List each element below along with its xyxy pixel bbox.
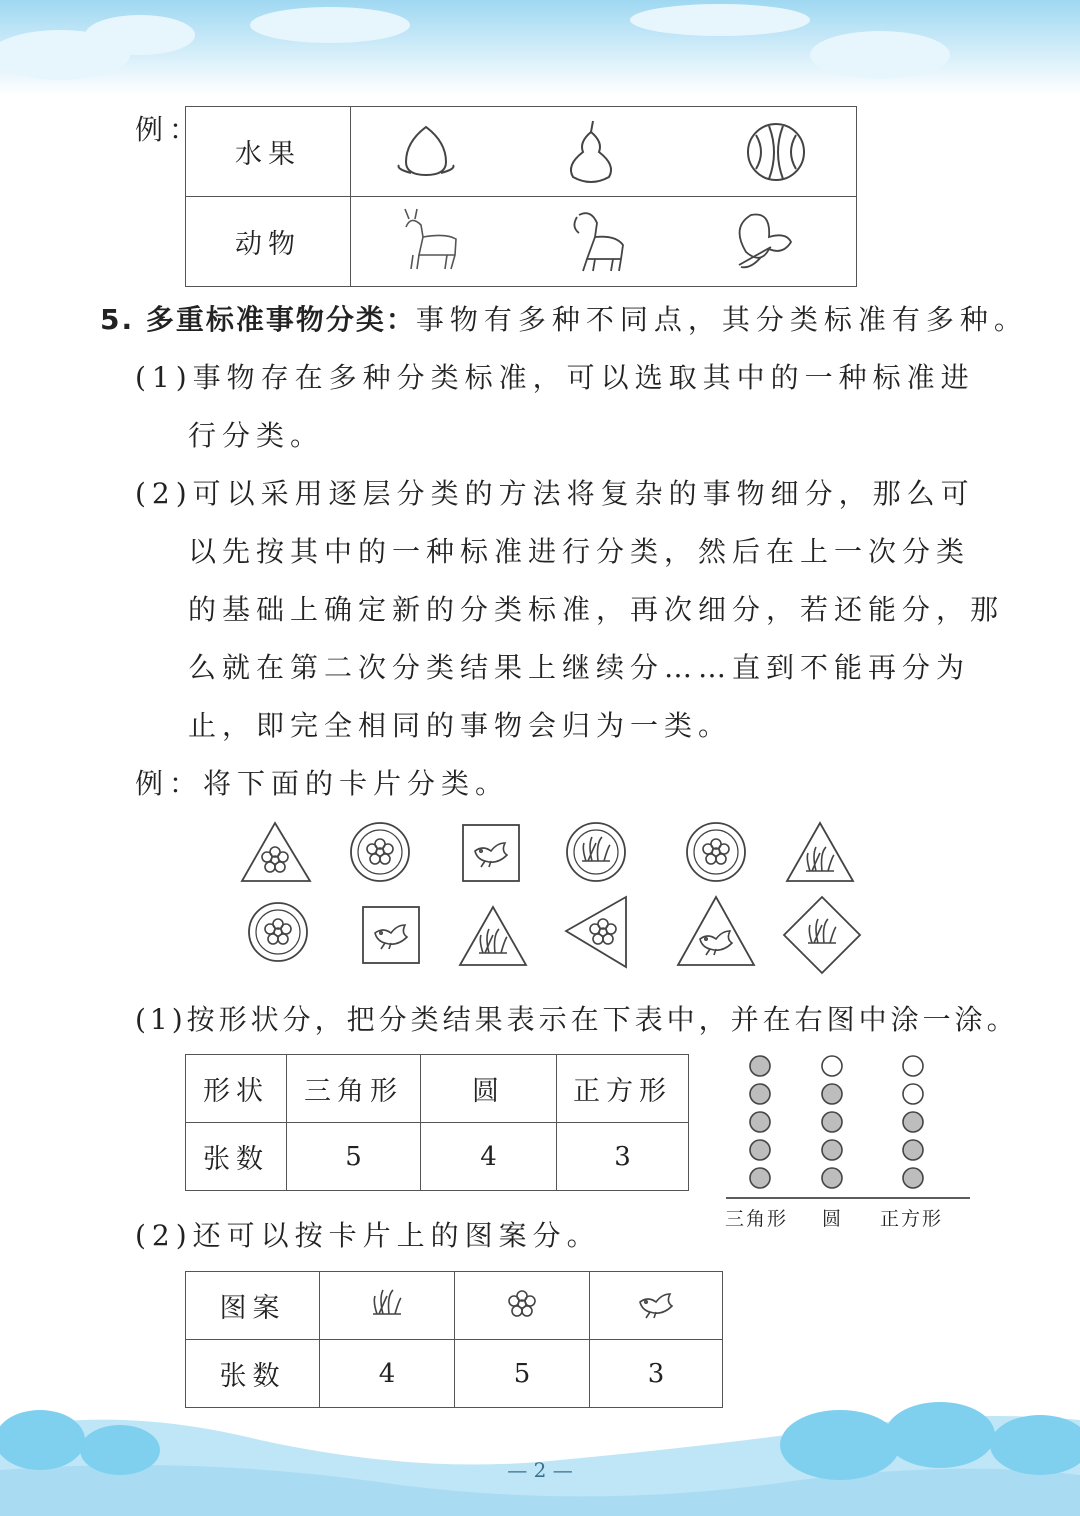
p1-line2: 行分类。: [188, 419, 325, 452]
chart-circle-filled: [903, 1168, 923, 1188]
header-square: 正方形: [557, 1055, 689, 1123]
count-row-label: 张数: [186, 1123, 287, 1191]
chart-circle-filled: [903, 1112, 923, 1132]
count-triangle: 5: [287, 1123, 421, 1191]
card-circle-grass: [567, 823, 625, 881]
chart-circle-filled: [822, 1140, 842, 1160]
fruit-label: 水果: [186, 107, 351, 197]
p2-line3: 的基础上确定新的分类标准，再次细分，若还能分，那: [188, 593, 1005, 626]
chart-circle-filled: [750, 1140, 770, 1160]
pattern-header-label: 图案: [186, 1272, 320, 1340]
header-circle: 圆: [421, 1055, 557, 1123]
chart-circle-filled: [750, 1112, 770, 1132]
sky-decoration: [0, 0, 1080, 95]
q2-text: (2)还可以按卡片上的图案分。: [135, 1219, 601, 1252]
count-circle: 4: [421, 1123, 557, 1191]
header-bird: [590, 1272, 723, 1340]
animal-icons-cell: [351, 197, 857, 287]
count-bird: 3: [590, 1340, 723, 1408]
q1-text: (1)按形状分，把分类结果表示在下表中，并在右图中涂一涂。: [135, 1003, 1019, 1036]
shape-count-table: [185, 1054, 689, 1191]
chart-label-triangle: 三角形: [725, 1208, 789, 1230]
animal-label: 动物: [186, 197, 351, 287]
shape-circle-chart: [720, 1048, 975, 1208]
chart-label-circle: 圆: [822, 1208, 842, 1230]
section5-heading: 5. 多重标准事物分类：: [100, 303, 416, 336]
card-circle-flower: [687, 823, 745, 881]
count-square: 3: [557, 1123, 689, 1191]
butterfly-icon: [739, 214, 791, 267]
page-number: — 2 —: [507, 1458, 573, 1482]
header-flower: [455, 1272, 590, 1340]
fruit-animal-table: [185, 106, 857, 287]
cards-figure: [230, 815, 880, 975]
pattern-count-table: [185, 1271, 723, 1408]
card-triangle-bird: [678, 897, 754, 965]
card-triangle-grass: [460, 907, 526, 965]
peach-icon: [399, 127, 454, 175]
horse-icon: [574, 213, 623, 271]
grass-icon: [367, 1287, 407, 1321]
count-flower: 5: [455, 1340, 590, 1408]
p2-line2: 以先按其中的一种标准进行分类，然后在上一次分类: [188, 535, 971, 568]
p1-line1: (1)事物存在多种分类标准，可以选取其中的一种标准进: [135, 361, 975, 394]
header-grass: [320, 1272, 455, 1340]
goat-icon: [405, 209, 456, 269]
flower-icon: [502, 1287, 542, 1321]
card-triangle-flower: [242, 823, 310, 881]
chart-circle-filled: [750, 1084, 770, 1104]
card-triangle-grass: [787, 823, 853, 881]
chart-circle-empty: [903, 1056, 923, 1076]
example-label: 例：: [135, 113, 204, 146]
fruit-icons-cell: [351, 107, 857, 197]
p2-line5: 止，即完全相同的事物会归为一类。: [188, 709, 733, 742]
card-triangle-flower: [566, 897, 626, 967]
pattern-count-label: 张数: [186, 1340, 320, 1408]
bird-icon: [634, 1287, 678, 1321]
chart-circle-empty: [903, 1084, 923, 1104]
chart-circle-filled: [822, 1168, 842, 1188]
chart-circle-empty: [822, 1056, 842, 1076]
shape-header-label: 形状: [186, 1055, 287, 1123]
p2-line4: 么就在第二次分类结果上继续分……直到不能再分为: [188, 651, 971, 684]
count-grass: 4: [320, 1340, 455, 1408]
card-square-bird: [363, 907, 419, 963]
chart-circle-filled: [822, 1112, 842, 1132]
chart-circle-filled: [903, 1140, 923, 1160]
chart-circle-filled: [750, 1056, 770, 1076]
example-cards-text: 例：将下面的卡片分类。: [135, 767, 510, 800]
p2-line1: (2)可以采用逐层分类的方法将复杂的事物细分，那么可: [135, 477, 975, 510]
chart-label-square: 正方形: [880, 1208, 944, 1230]
pear-icon: [571, 121, 611, 182]
watermelon-icon: [748, 124, 804, 180]
chart-circle-filled: [750, 1168, 770, 1188]
chart-circle-filled: [822, 1084, 842, 1104]
header-triangle: 三角形: [287, 1055, 421, 1123]
card-square-grass: [784, 897, 860, 973]
section5-heading-rest: 事物有多种不同点，其分类标准有多种。: [415, 303, 1028, 336]
card-circle-flower: [249, 903, 307, 961]
card-circle-flower: [351, 823, 409, 881]
card-square-bird: [463, 825, 519, 881]
